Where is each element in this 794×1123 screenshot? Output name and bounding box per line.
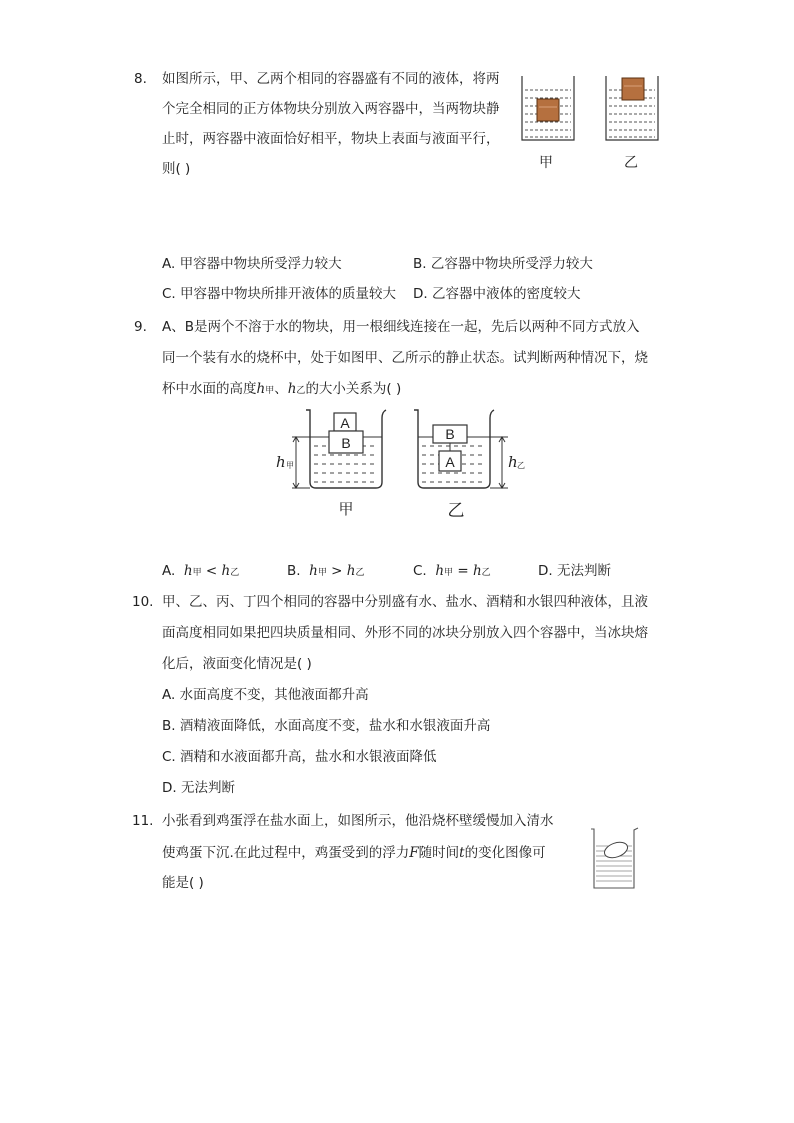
- q9-option-b-sub1: 甲: [317, 568, 327, 578]
- q11-line-2: [162, 844, 546, 862]
- q8-option-d[interactable]: D. 乙容器中液体的密度较大: [413, 286, 581, 302]
- q9-option-b[interactable]: [287, 562, 365, 582]
- q9-figure-label-yi: 乙: [447, 501, 465, 521]
- q11-beaker-egg-diagram: [588, 826, 642, 894]
- q9-option-a[interactable]: [162, 562, 239, 582]
- q10-line-3: 化后，液面变化情况是( ): [162, 656, 312, 672]
- q9-beakers-diagram: [272, 404, 528, 524]
- q10-option-d[interactable]: D. 无法判断: [162, 780, 235, 796]
- q9-option-c-op: =: [457, 563, 469, 579]
- q8-containers-diagram: [520, 74, 660, 144]
- q8-label-yi: 乙: [624, 155, 638, 171]
- q9-left-block-a: A: [340, 415, 350, 431]
- q9-separator: 、: [274, 381, 288, 397]
- q11-figure-beaker-egg: [588, 826, 642, 894]
- q10-line-2: 面高度相同如果把四块质量相同、外形不同的冰块分别放入四个容器中，当冰块熔: [162, 625, 648, 641]
- q9-line-3-start: 杯中水面的高度: [162, 381, 257, 397]
- q9-right-block-b: B: [445, 426, 455, 442]
- q9-option-c-h2: h: [472, 563, 482, 579]
- q9-h-yi: h: [287, 381, 297, 397]
- q9-option-c[interactable]: [413, 562, 491, 582]
- q9-option-b-prefix: B.: [287, 563, 301, 579]
- q9-figure-label-jia: 甲: [338, 500, 354, 518]
- q9-option-d[interactable]: D. 无法判断: [538, 563, 611, 579]
- q9-left-h-sub: 甲: [286, 461, 294, 470]
- q9-option-a-h2: h: [221, 563, 231, 579]
- q10-option-b[interactable]: B. 酒精液面降低，水面高度不变，盐水和水银液面升高: [162, 718, 491, 734]
- q8-line-1: 如图所示，甲、乙两个相同的容器盛有不同的液体，将两: [162, 71, 500, 87]
- q9-number: 9.: [134, 319, 147, 335]
- q9-sub-jia: 甲: [265, 386, 275, 396]
- q9-h-jia: h: [256, 381, 266, 397]
- q9-option-a-op: <: [205, 563, 218, 579]
- q10-line-1: 甲、乙、丙、丁四个相同的容器中分别盛有水、盐水、酒精和水银四种液体，且液: [162, 594, 648, 610]
- q8-label-jia: 甲: [539, 155, 553, 171]
- q9-right-block-a: A: [445, 454, 455, 470]
- q9-option-a-prefix: A.: [162, 563, 176, 579]
- q9-line-1: A、B是两个不溶于水的物块，用一根细线连接在一起，先后以两种不同方式放入: [162, 319, 640, 335]
- q9-right-h-sub: 乙: [517, 461, 525, 470]
- q9-left-h-label: h: [276, 453, 286, 471]
- q8-line-2: 个完全相同的正方体物块分别放入两容器中，当两物块静: [162, 101, 500, 117]
- q9-option-b-op: >: [331, 563, 343, 579]
- q8-line-4: 则( ): [162, 161, 191, 177]
- q9-option-c-h1: h: [435, 563, 445, 579]
- q10-number: 10.: [132, 594, 154, 610]
- q8-line-3: 止时，两容器中液面恰好相平，物块上表面与液面平行，: [162, 131, 500, 147]
- q9-option-c-sub2: 乙: [481, 568, 491, 578]
- q10-option-a[interactable]: A. 水面高度不变，其他液面都升高: [162, 687, 369, 703]
- q11-F-symbol: F: [409, 845, 419, 861]
- q8-number: 8.: [134, 71, 147, 87]
- q9-left-block-b: B: [341, 435, 351, 451]
- q11-line-1: 小张看到鸡蛋浮在盐水面上，如图所示，他沿烧杯壁缓慢加入清水: [162, 813, 554, 829]
- q9-option-a-sub2: 乙: [230, 568, 240, 578]
- q11-line-3: 能是( ): [162, 875, 204, 891]
- q9-option-b-sub2: 乙: [355, 568, 365, 578]
- q9-line-3-end: 的大小关系为( ): [305, 381, 402, 397]
- q11-t-symbol: t: [459, 845, 465, 861]
- q11-line-2-start: 使鸡蛋下沉.在此过程中，鸡蛋受到的浮力: [162, 845, 410, 861]
- q9-option-c-sub1: 甲: [444, 568, 454, 578]
- q9-option-b-h2: h: [346, 563, 356, 579]
- q9-line-2: 同一个装有水的烧杯中，处于如图甲、乙所示的静止状态。试判断两种情况下，烧: [162, 350, 648, 366]
- q9-right-h-label: h: [508, 453, 518, 471]
- q9-option-b-h1: h: [309, 563, 318, 579]
- q9-line-3: [162, 380, 401, 400]
- q8-option-b[interactable]: B. 乙容器中物块所受浮力较大: [413, 256, 593, 272]
- q9-option-a-sub1: 甲: [192, 568, 202, 578]
- q8-figure-containers: [520, 74, 660, 144]
- q10-option-c[interactable]: C. 酒精和水液面都升高，盐水和水银液面降低: [162, 749, 437, 765]
- q11-number: 11.: [132, 813, 154, 829]
- q9-figure-beakers: [272, 404, 528, 524]
- q11-line-2-end: 的变化图像可: [464, 845, 546, 861]
- q9-sub-yi: 乙: [296, 386, 306, 396]
- q11-line-2-mid: 随时间: [418, 845, 460, 861]
- q8-option-c[interactable]: C. 甲容器中物块所排开液体的质量较大: [162, 286, 397, 302]
- q8-option-a[interactable]: A. 甲容器中物块所受浮力较大: [162, 256, 342, 272]
- q9-option-a-h1: h: [183, 563, 193, 579]
- q9-option-c-prefix: C.: [413, 563, 427, 579]
